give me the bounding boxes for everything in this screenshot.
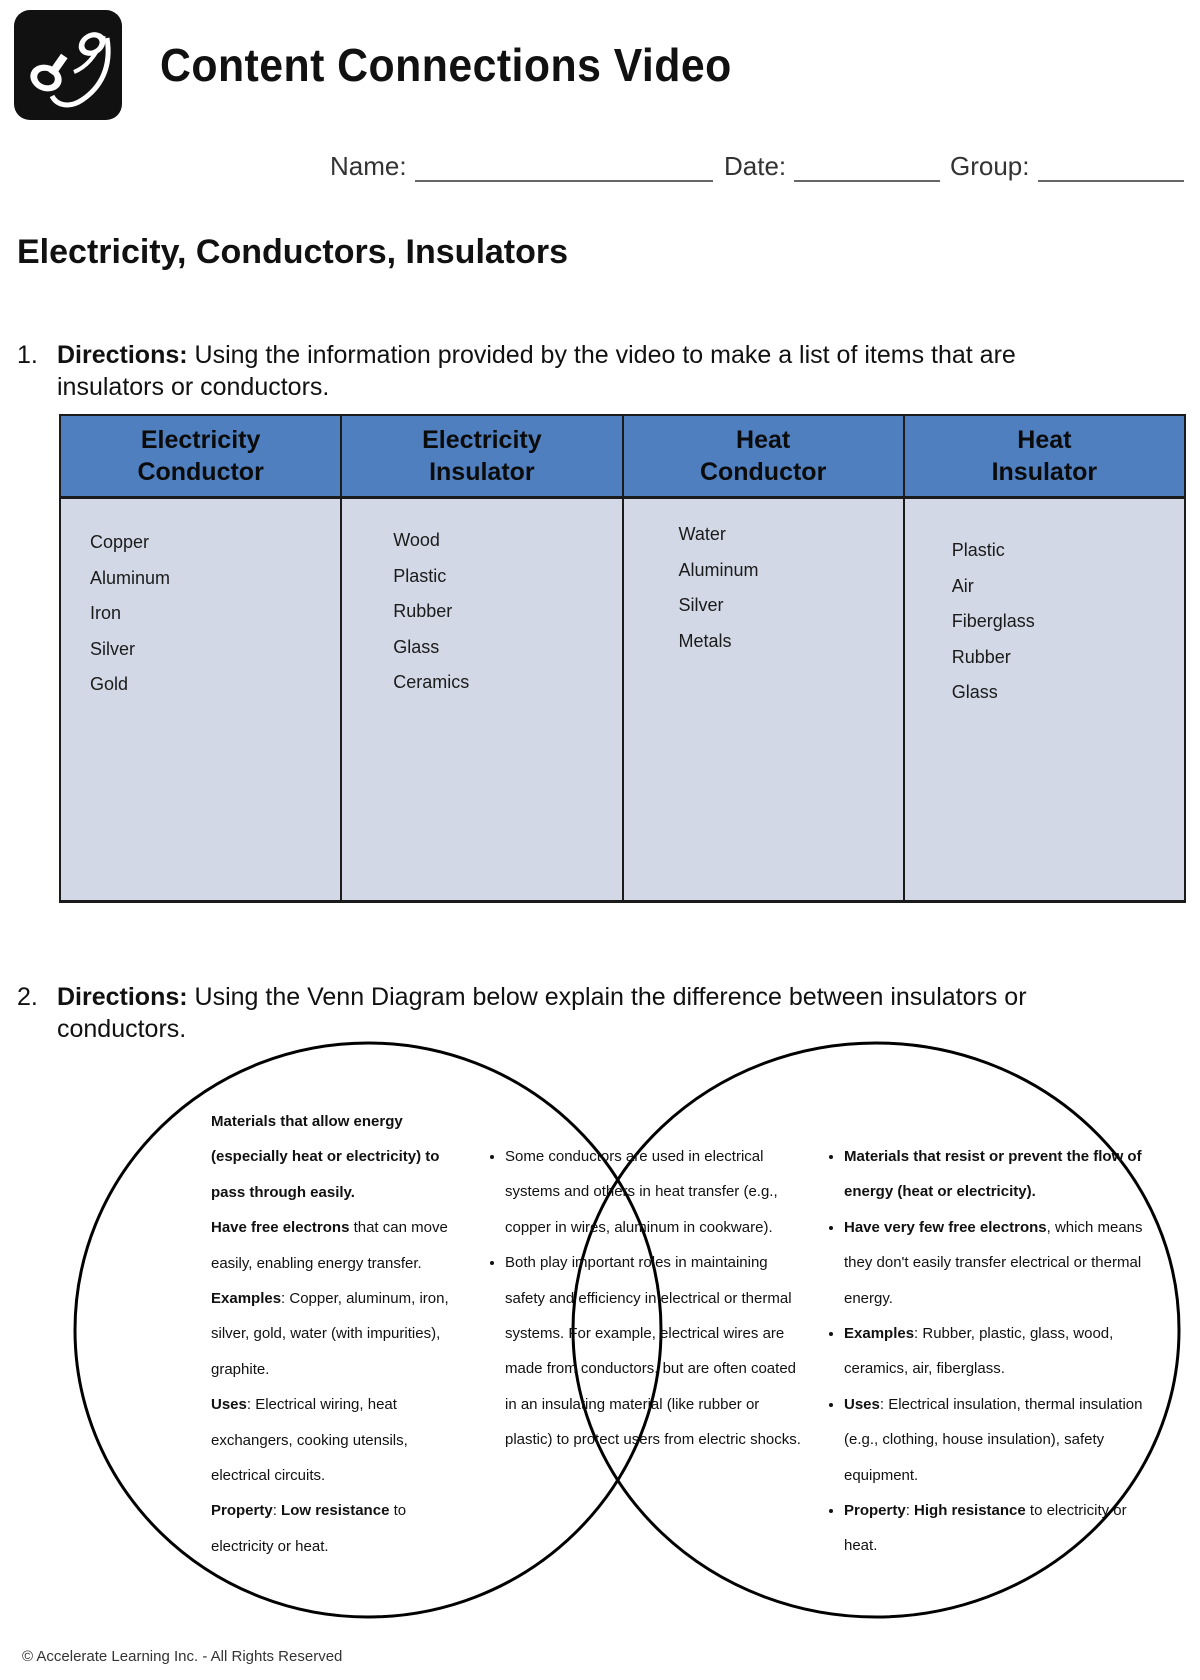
heat-conductor-list bbox=[679, 517, 759, 659]
group-field[interactable] bbox=[950, 150, 1184, 182]
list-item: Silver bbox=[678, 595, 724, 615]
venn-left-intro: Materials that allow energy (especially heat or electricity) to pass through easily. bbox=[211, 1113, 440, 1201]
venn-left-uses: Uses: Electrical wiring, heat exchangers, cooking utensils, electrical circuits. bbox=[211, 1396, 408, 1485]
list-item: Iron bbox=[90, 603, 122, 623]
brand-title: Content Connections Video bbox=[160, 39, 732, 91]
group-line[interactable] bbox=[1038, 150, 1184, 182]
name-line[interactable] bbox=[415, 150, 713, 182]
question-2-directions: Using the Venn Diagram below explain the difference between insulators or conductors. bbox=[57, 983, 1027, 1043]
date-line[interactable] bbox=[794, 150, 940, 182]
venn-left-electrons: Have free electrons that can move easily, enabling energy transfer. bbox=[211, 1219, 448, 1272]
cell-heat-insulator[interactable] bbox=[904, 498, 1185, 902]
list-item: Rubber bbox=[951, 646, 1011, 667]
list-item: Fiberglass bbox=[951, 611, 1035, 631]
venn-right-uses: • Uses: Electrical insulation, thermal insulation (e.g., clothing, house insulation), safety equipment. bbox=[844, 1387, 1146, 1493]
heat-insulator-list bbox=[952, 533, 1035, 711]
worksheet-title: Electricity, Conductors, Insulators bbox=[17, 233, 569, 271]
venn-left-text bbox=[211, 1104, 471, 1564]
venn-right-intro: • Materials that resist or prevent the flow of energy (heat or electricity). bbox=[844, 1139, 1146, 1210]
question-2-directions-label: Directions: bbox=[57, 983, 188, 1011]
name-label: Name: bbox=[330, 151, 407, 181]
question-2-text bbox=[57, 981, 1097, 1045]
list-item: Metals bbox=[678, 630, 732, 651]
list-item: Ceramics bbox=[393, 672, 470, 692]
header-electricity-insulator: Electricity Insulator bbox=[341, 415, 622, 498]
date-field[interactable] bbox=[724, 150, 940, 182]
venn-diagram bbox=[60, 1038, 1190, 1628]
name-field[interactable] bbox=[330, 150, 713, 182]
cell-electricity-insulator[interactable] bbox=[341, 498, 622, 902]
list-item: Copper bbox=[90, 532, 150, 552]
list-item: Plastic bbox=[393, 565, 447, 586]
list-item: Rubber bbox=[393, 601, 453, 621]
date-label: Date: bbox=[724, 151, 787, 181]
list-item: Air bbox=[951, 575, 974, 596]
list-item: Glass bbox=[951, 682, 998, 702]
list-item: Aluminum bbox=[90, 567, 171, 588]
venn-middle-bullet: • Both play important roles in maintaining safety and efficiency in electrical or thermal systems. For example, electrical wires are made from conductors, but are often coated in an insulating material (like rubber or plastic) to protect users from electric shocks. bbox=[505, 1245, 802, 1457]
venn-left-examples: Examples: Copper, aluminum, iron, silver, gold, water (with impurities), graphite. bbox=[211, 1290, 449, 1378]
header-heat-insulator: Heat Insulator bbox=[904, 415, 1185, 498]
conductor-insulator-table bbox=[59, 414, 1186, 903]
question-2-number: 2. bbox=[17, 983, 38, 1011]
venn-middle-bullet: • Some conductors are used in electrical systems and others in heat transfer (e.g., copper in wires, aluminum in cookware). bbox=[505, 1139, 802, 1245]
list-item: Aluminum bbox=[678, 559, 759, 580]
venn-right-electrons: • Have very few free electrons, which means they don't easily transfer electrical or thermal energy. bbox=[844, 1210, 1146, 1316]
list-item: Water bbox=[678, 524, 726, 544]
venn-right-property: • Property: High resistance to electricity or heat. bbox=[844, 1493, 1146, 1564]
list-item: Plastic bbox=[951, 540, 1005, 560]
question-1-directions: Using the information provided by the video to make a list of items that are insulators or conductors. bbox=[57, 341, 1016, 401]
question-1-number: 1. bbox=[17, 341, 38, 369]
header-heat-conductor: Heat Conductor bbox=[623, 415, 904, 498]
headphones-icon bbox=[12, 8, 124, 122]
list-item: Silver bbox=[90, 638, 136, 659]
header-electricity-conductor: Electricity Conductor bbox=[60, 415, 341, 498]
list-item: Wood bbox=[393, 530, 440, 550]
venn-left-property: Property: Low resistance to electricity or heat. bbox=[211, 1502, 407, 1555]
electricity-insulator-list bbox=[393, 523, 469, 701]
question-1 bbox=[17, 339, 1167, 409]
question-1-directions-label: Directions: bbox=[57, 341, 188, 369]
venn-right-examples: • Examples: Rubber, plastic, glass, wood, ceramics, air, fiberglass. bbox=[844, 1316, 1146, 1387]
group-label: Group: bbox=[950, 151, 1030, 181]
venn-middle-text bbox=[489, 1139, 802, 1458]
student-info-row bbox=[330, 150, 1190, 190]
cell-electricity-conductor[interactable] bbox=[60, 498, 341, 902]
question-1-text bbox=[57, 339, 1097, 403]
cell-heat-conductor[interactable] bbox=[623, 498, 904, 902]
copyright-footer: © Accelerate Learning Inc. - All Rights Reserved bbox=[22, 1648, 343, 1665]
electricity-conductor-list bbox=[90, 525, 170, 703]
venn-right-text bbox=[828, 1139, 1146, 1564]
list-item: Gold bbox=[90, 674, 129, 694]
list-item: Glass bbox=[393, 636, 440, 657]
